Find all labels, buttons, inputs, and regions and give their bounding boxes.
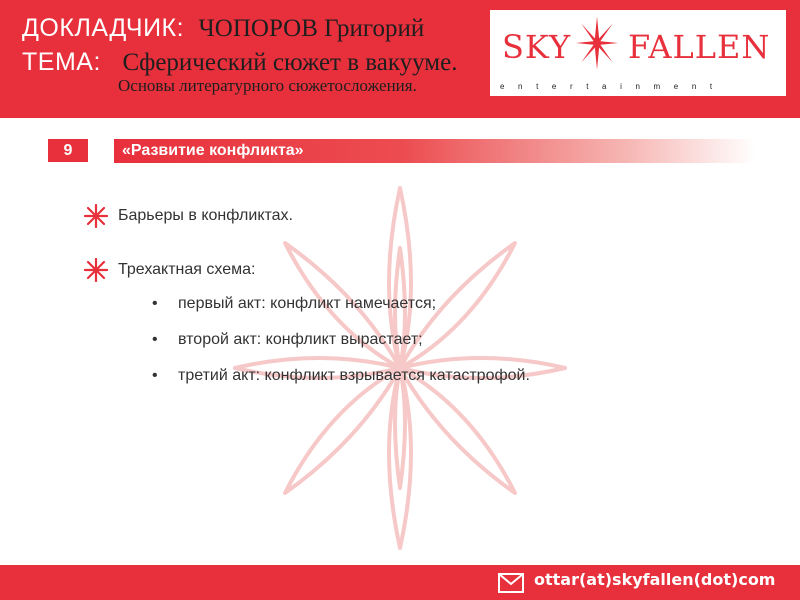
topic-label: ТЕМА: [22, 48, 101, 76]
speaker-line [22, 14, 424, 43]
list-item [152, 330, 530, 366]
sub-bullet-list [152, 294, 530, 402]
content-panel [0, 118, 800, 565]
list-item [152, 366, 530, 402]
contact-email[interactable]: ottar(at)skyfallen(dot)com [534, 570, 776, 589]
topic-subtitle: Основы литературного сюжетосложения. [118, 76, 417, 95]
logo-word-left: SKY [502, 28, 572, 66]
header [0, 0, 800, 110]
slide-title-bar [114, 139, 756, 163]
bullet-text: второй акт: конфликт вырастает; [178, 331, 423, 348]
logo-tagline: entertainment [500, 82, 726, 91]
footer [0, 565, 800, 600]
bullet-dot: • [152, 331, 158, 348]
logo-word-right: FALLEN [628, 28, 771, 66]
bullet-dot: • [152, 295, 158, 312]
bullet-dot: • [152, 367, 158, 384]
bullet-text: первый акт: конфликт намечается; [178, 295, 437, 312]
topic-line [22, 48, 457, 77]
envelope-icon [498, 573, 524, 593]
list-item [84, 258, 255, 282]
item-text: Барьеры в конфликтах. [118, 207, 293, 224]
star-bullet-icon [84, 204, 108, 228]
item-text: Трехактная схема: [118, 261, 256, 278]
list-item [84, 204, 293, 228]
topic-title: Сферический сюжет в вакууме. [122, 49, 458, 76]
speaker-label: ДОКЛАДЧИК: [22, 14, 185, 42]
list-item [152, 294, 530, 330]
speaker-name: ЧОПОРОВ Григорий [198, 15, 425, 42]
star-flower-icon [574, 12, 620, 74]
slide-number: 9 [48, 139, 88, 162]
star-bullet-icon [84, 258, 108, 282]
slide-title: «Развитие конфликта» [122, 142, 304, 159]
bullet-text: третий акт: конфликт взрывается катастрофой. [178, 367, 530, 384]
logo [490, 10, 786, 96]
